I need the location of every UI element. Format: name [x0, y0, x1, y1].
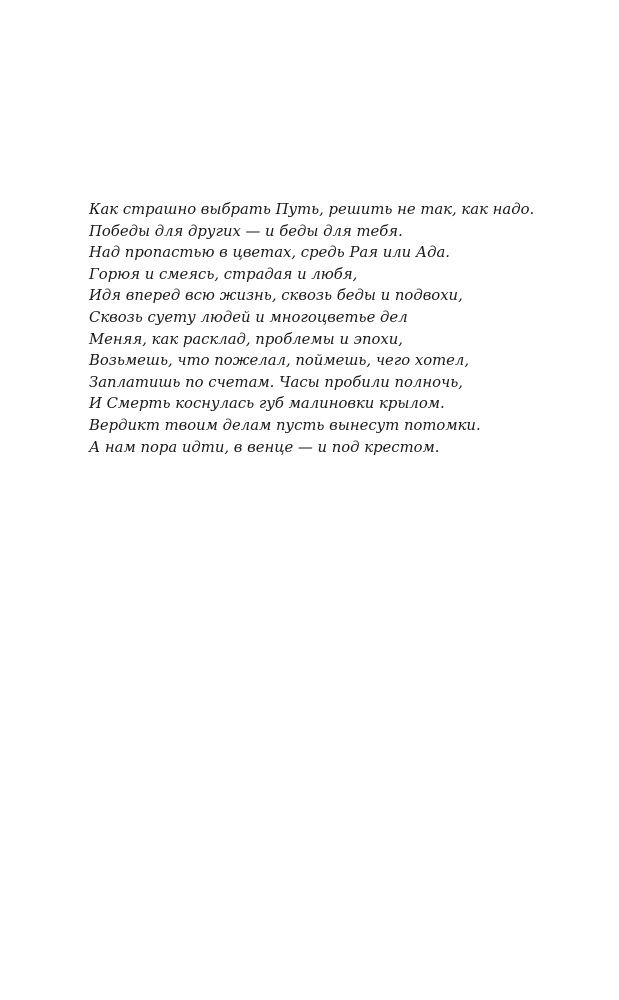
poem-line-3: Над пропастью в цветах, средь Рая или Ада. [89, 244, 451, 262]
poem-line-6: Сквозь суету людей и многоцветье дел [89, 308, 408, 326]
poem-line-4: Горюя и смеясь, страдая и любя, [89, 265, 358, 283]
poem-stanza [89, 199, 589, 458]
poem-line-1: Как страшно выбрать Путь, решить не так, как надо. [89, 201, 535, 218]
poem-line-7: Меняя, как расклад, проблемы и эпохи, [89, 330, 403, 348]
poem-line-8: Возьмешь, что пожелал, поймешь, чего хотел, [89, 352, 470, 370]
poem-line-11: Вердикт твоим делам пусть вынесут потомки. [89, 416, 481, 434]
poem-line-9: Заплатишь по счетам. Часы пробили полночь, [89, 373, 463, 391]
poem-line-2: Победы для других — и беды для тебя. [89, 222, 403, 240]
poem-line-5: Идя вперед всю жизнь, сквозь беды и подвохи, [89, 287, 463, 305]
poem-line-10: И Смерть коснулась губ малиновки крылом. [89, 395, 445, 413]
poem-line-12: А нам пора идти, в венце — и под крестом. [89, 438, 440, 456]
